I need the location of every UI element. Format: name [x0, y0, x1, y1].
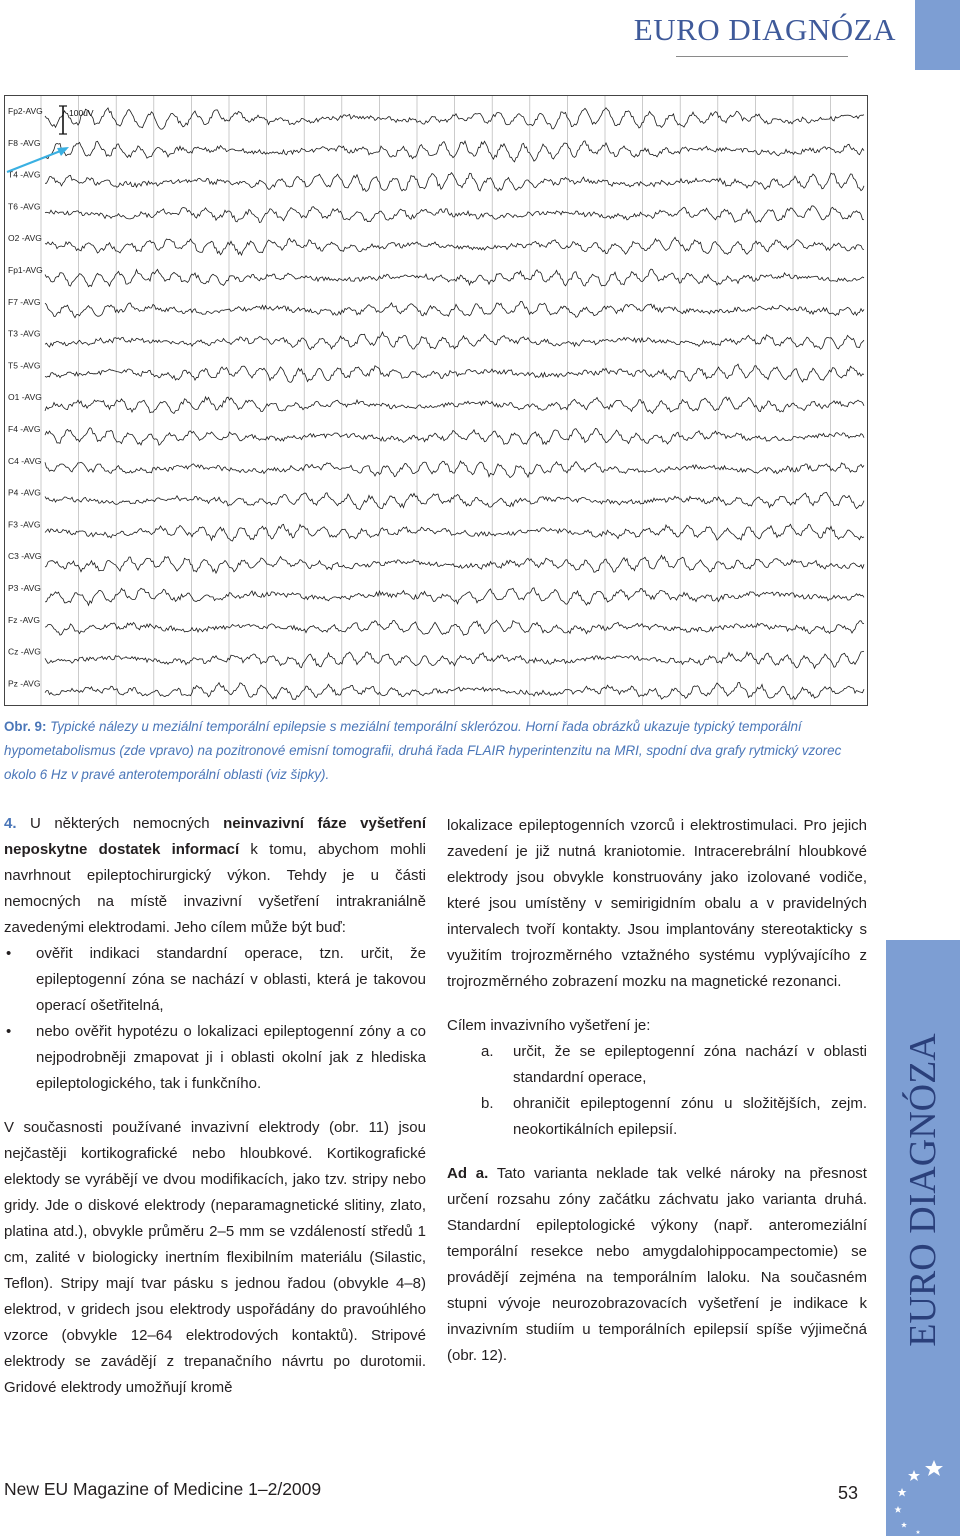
paragraph-ad-a: Ad a. Tato varianta neklade tak velké nároky na přesnost určení rozsahu zóny začátku záchvatu jako varianta druhá. Standardní epileptologické výkony (např. anteromeziální temporální resekce nebo amygdalohippocampectomie) se provádějí zejména na temporálním laloku. Na současném stupni vývoje neurozobrazovacích vyšetření je indikace k invazivním studiím u temporálních epilepsií spíše výjimečná (obr. 12). — [447, 1165, 867, 1364]
right-column — [447, 813, 867, 1369]
paragraph-intro: 4. U některých nemocných neinvazivní fáze vyšetření neposkytne dostatek informací k tomu, abychom mohli navrhnout epileptochirurgický výkon. Tehdy je u části nemocných na místě invazivní vyšetření intrakraniálně zavedenými elektrodami. Jeho cílem může být buď: — [4, 815, 427, 936]
channel-label: Fz -AVG — [8, 614, 40, 625]
list-item: b. ohraničit epileptogenní zónu u složitějších, zejm. neokortikálních epilepsií. — [481, 1095, 867, 1138]
channel-label: Fp1-AVG — [8, 265, 43, 275]
channel-label: C3 -AVG — [8, 551, 42, 562]
channel-label: Pz -AVG — [8, 678, 41, 689]
channel-label: P3 -AVG — [8, 583, 41, 593]
channel-label: O1 -AVG — [8, 392, 42, 403]
bold-phrase: neinvazivní fáze vyšetření neposkytne dostatek informací — [4, 815, 427, 858]
top-blue-tab — [915, 0, 960, 70]
channel-label: T3 -AVG — [8, 328, 41, 339]
scale-label: 100uV — [69, 108, 94, 118]
bullet-item: • nebo ověřit hypotézu o lokalizaci epileptogenní zóny a co nejpodrobněji zmapovat ji i oblasti okolní jak z hlediska epileptologického, tak i funkčního. — [4, 1019, 426, 1097]
left-column — [4, 811, 426, 1401]
eeg-traces — [5, 96, 867, 705]
bullet-icon: • — [6, 945, 12, 962]
bullet-item: • ověřit indikaci standardní operace, tzn. určit, že epileptogenní zóna se nachází v oblasti, která je takovou operací ošetřitelná, — [4, 941, 426, 1019]
scale-bar-icon — [59, 106, 67, 134]
paragraph-electrodes: V současnosti používané invazivní elektrody (obr. 11) jsou nejčastěji kortikografické nebo hloubkové. Kortikografické elektody se vyrábějí ve dvou modifikacích, jako tzv. stripy nebo gridy. Jde o diskové elektrody (neparamagnetické slitiny, zlato, platina atd.), obvykle průměru 2–5 mm se vzdáleností středů 1 cm, zalité v biologicky inertním flexibilním materiálu (Silastic, Teflon). Stripy mají tvar pásku s jednou řadou (obvykle 4–8) elektrod, v gridech jsou elektrody uspořádány do pravoúhlého vzorce (obvykle 12–64 elektrodových kontaktů). Stripové elektrody se zavádějí z trepanačního návrtu po durotomii. Gridové elektrody umožňují kromě — [4, 1119, 426, 1396]
paragraph-goal: Cílem invazivního vyšetření je: — [447, 1017, 651, 1034]
channel-label: F3 -AVG — [8, 519, 41, 530]
channel-label: O2 -AVG — [8, 233, 42, 244]
channel-label: Cz -AVG — [8, 646, 41, 657]
bullet-icon: • — [6, 1023, 12, 1040]
section-number: 4. — [4, 815, 17, 832]
channel-label: T5 -AVG — [8, 360, 41, 371]
arrow-icon — [7, 147, 69, 172]
channel-label: T6 -AVG — [8, 201, 41, 212]
page-number: 53 — [838, 1483, 859, 1503]
channel-label: C4 -AVG — [8, 455, 42, 466]
paragraph-continuation: lokalizace epileptogenních vzorců i elektrostimulaci. Pro jejich zavedení je již nutná kraniotomie. Intracerebrální hloubkové elektrody jsou obvykle konstruovány jako izolované vodiče, které jsou umístěny v semirigidním obalu a v pravidelných intervalech tvoří kontakty. Jsou implantovány stereotakticky s využitím trojrozměrného vztažného systému vyplývajícího z trojrozměrného zobrazení mozku na magnetické rezonanci. — [447, 817, 867, 990]
header-rule — [676, 56, 848, 57]
channel-label: F4 -AVG — [8, 424, 41, 434]
channel-label: F7 -AVG — [8, 296, 41, 307]
eeg-figure — [4, 95, 868, 706]
list-item: a. určit, že se epileptogenní zóna nachází v oblasti standardní operace, — [481, 1043, 867, 1086]
footer-journal: New EU Magazine of Medicine 1–2/2009 — [4, 1479, 322, 1499]
channel-label: P4 -AVG — [8, 487, 41, 498]
figure-label: Obr. 9: — [4, 719, 47, 734]
channel-label: Fp2-AVG — [8, 106, 43, 116]
channel-label: F8 -AVG — [8, 137, 41, 148]
caption-text: Typické nálezy u meziální temporální epilepsie s meziální temporální sklerózou. Horní řada obrázků ukazuje typický temporální hypometabolismus (zde vpravo) na pozitronové emisní tomografii, druhá řada FLAIR hyperintenzitu na MRI, spodní dva grafy rytmický vzorec okolo 6 Hz v pravé anterotemporální oblasti (viz šipky). — [4, 719, 842, 782]
figure-caption — [4, 715, 870, 787]
channel-label: T4 -AVG — [8, 169, 41, 180]
magazine-section-title: EURO DIAGNÓZA — [633, 12, 896, 47]
eu-stars-icon — [888, 1440, 960, 1536]
side-band-title: EURO DIAGNÓZA — [902, 1033, 944, 1348]
bold-label: Ad a. — [447, 1165, 489, 1182]
